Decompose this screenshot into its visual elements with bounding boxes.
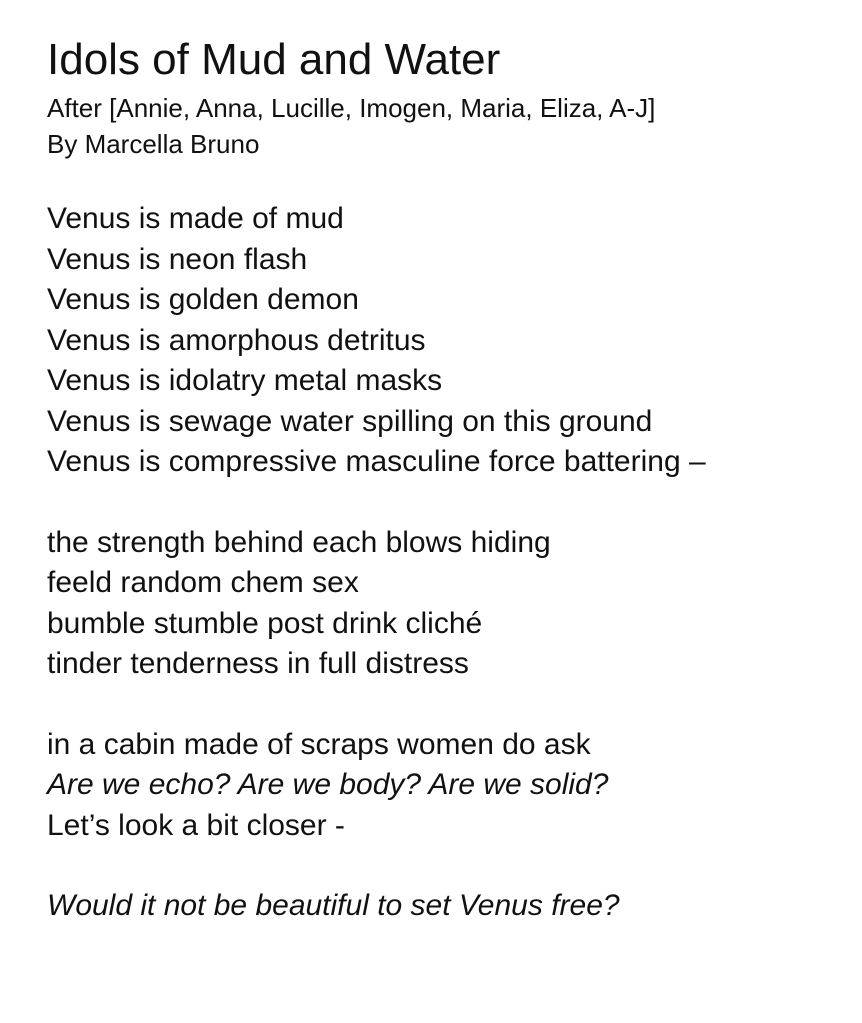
poem-line: Venus is golden demon — [47, 283, 359, 316]
poem-line: Venus is amorphous detritus — [47, 323, 426, 357]
poem-line: Venus is idolatry metal masks — [47, 364, 443, 397]
poem-body — [47, 199, 847, 927]
poem-line: Let’s look a bit closer - — [47, 808, 345, 842]
poem-line: Venus is compressive masculine force battering – — [47, 445, 706, 478]
closing-line: Would it not be beautiful to set Venus free? — [47, 889, 620, 922]
dedication: After [Annie, Anna, Lucille, Imogen, Maria, Eliza, A-J] — [47, 93, 656, 123]
poem-page — [47, 30, 847, 967]
poem-line: in a cabin made of scraps women do ask — [47, 727, 591, 761]
poem-line: Venus is neon flash — [47, 242, 308, 276]
poem-title: Idols of Mud and Water — [47, 35, 501, 84]
poem-line: bumble stumble post drink cliché — [47, 606, 483, 640]
poem-line: Venus is made of mud — [47, 202, 344, 235]
poem-line: Venus is sewage water spilling on this ground — [47, 404, 653, 438]
stanza-3 — [47, 725, 847, 847]
stanza-2 — [47, 523, 847, 685]
stanza-4 — [47, 886, 847, 927]
poem-line: feeld random chem sex — [47, 566, 359, 599]
poem-line: the strength behind each blows hiding — [47, 525, 551, 559]
author-byline: By Marcella Bruno — [47, 129, 260, 159]
poem-line: tinder tenderness in full distress — [47, 647, 469, 680]
poem-line-italic: Are we echo? Are we body? Are we solid? — [47, 768, 609, 801]
stanza-1 — [47, 199, 847, 483]
